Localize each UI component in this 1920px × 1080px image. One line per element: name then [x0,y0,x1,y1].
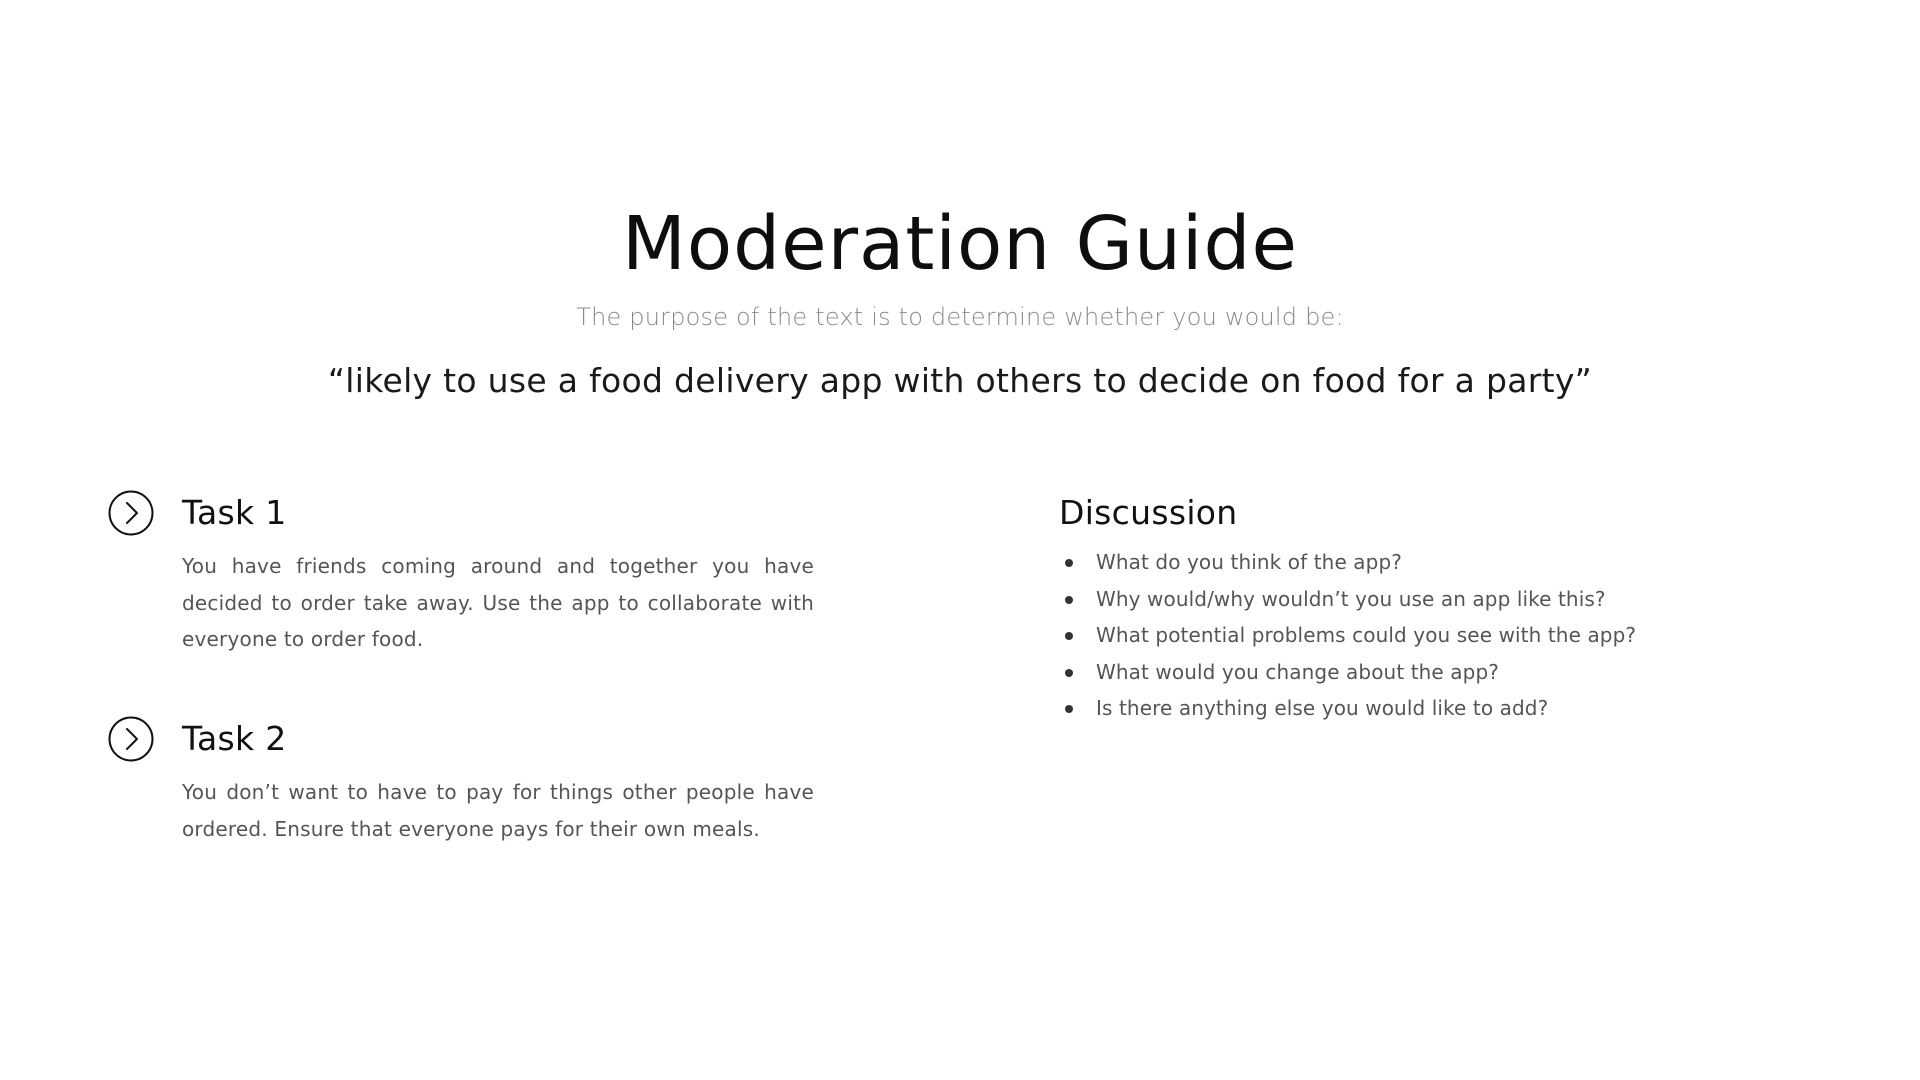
chevron-right-circle-icon [108,716,154,762]
discussion-heading: Discussion [1059,493,1238,532]
page-subtitle: The purpose of the text is to determine whether you would be: [576,303,1344,331]
screener-quote: “likely to use a food delivery app with others to decide on food for a party” [327,361,1593,400]
bullet-icon [1065,559,1073,567]
chevron-right-circle-icon [108,490,154,536]
list-item-text: What potential problems could you see with the app? [1096,623,1637,647]
bullet-icon [1065,669,1073,677]
list-item-text: What would you change about the app? [1096,659,1499,684]
page-title: Moderation Guide [622,201,1298,287]
task-heading: Task 2 [182,719,287,758]
list-item [1059,617,1819,654]
discussion-section [1059,488,1819,727]
list-item [1059,581,1819,618]
list-item [1059,654,1819,691]
list-item [1059,690,1819,727]
list-item-text: Why would/why wouldn’t you use an app like this? [1096,586,1606,611]
list-item-text: What do you think of the app? [1096,550,1402,574]
task-description: You don’t want to have to pay for things other people have ordered. Ensure that everyone pays for their own meals. [182,780,814,841]
task-heading: Task 1 [182,493,287,532]
list-item [1059,544,1819,581]
task-description: You have friends coming around and together you have decided to order take away. Use the app to collaborate with everyone to order food. [182,554,814,651]
discussion-list [1059,544,1819,727]
list-item-text: Is there anything else you would like to add? [1096,696,1549,720]
bullet-icon [1065,705,1073,713]
bullet-icon [1065,596,1073,604]
bullet-icon [1065,632,1073,640]
